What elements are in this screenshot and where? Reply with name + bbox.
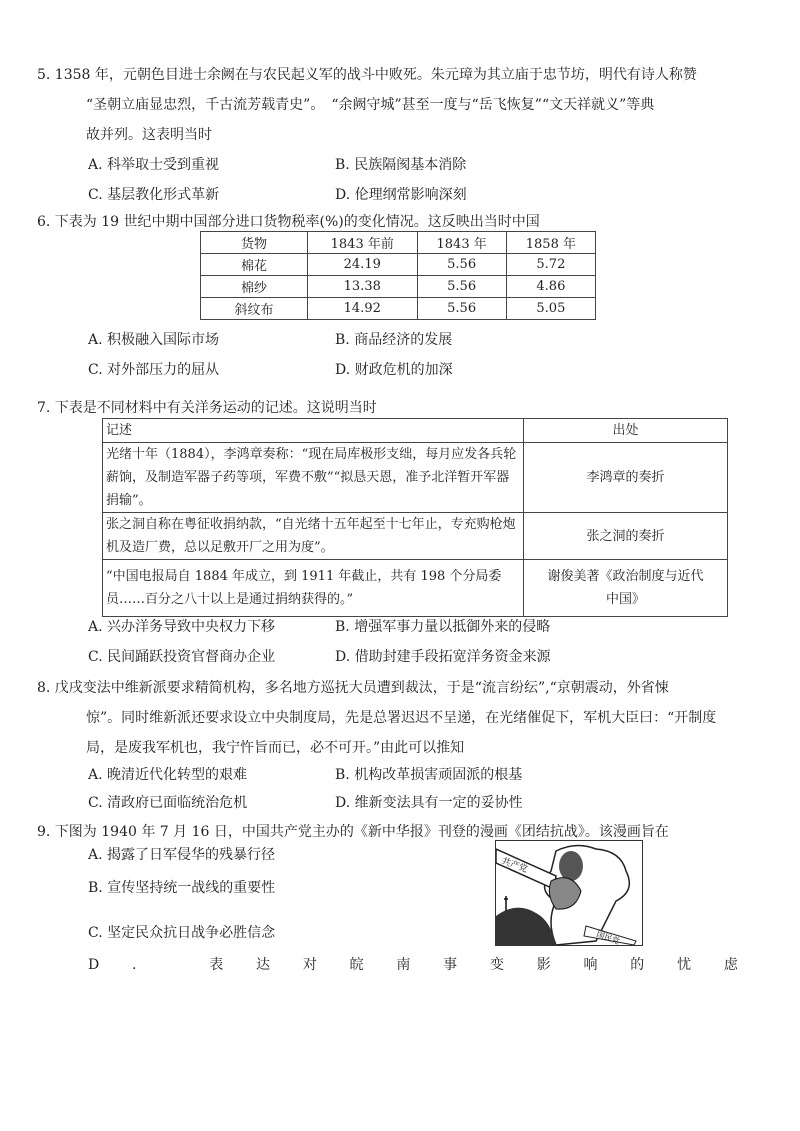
option-d-char: 影	[536, 957, 551, 973]
table-header: 出处	[524, 419, 728, 443]
cartoon-label-cpc: 共产党	[499, 856, 529, 876]
table-header: 1858 年	[506, 232, 595, 254]
table-row	[103, 513, 728, 560]
table-cell: 14.92	[308, 298, 418, 320]
q5-option-c: C. 基层教化形式革新	[88, 187, 220, 203]
option-d-char: 对	[302, 957, 317, 973]
q7-option-a: A. 兴办洋务导致中央权力下移	[88, 619, 276, 635]
q7-stem: 7. 下表是不同材料中有关洋务运动的记述。这说明当时	[37, 400, 377, 416]
q9-option-a: A. 揭露了日军侵华的残暴行径	[88, 847, 276, 863]
q5-stem-line-1: 5. 1358 年，元朝色目进士余阙在与农民起义军的战斗中败死。朱元璋为其立庙于忠节坊，明代有诗人称赞	[37, 67, 697, 83]
table-cell: 棉花	[201, 254, 308, 276]
q8-stem-line-1: 8. 戊戌变法中维新派要求精简机构，多名地方巡抚大员遭到裁汰，于是“流言纷纭”,“京朝震动，外省悚	[37, 680, 669, 696]
table-header: 1843 年前	[308, 232, 418, 254]
option-d-char: D	[88, 957, 100, 973]
option-d-char: 皖	[349, 957, 364, 973]
table-cell: 光绪十年（1884），李鸿章奏称：“现在局库极形支绌，每月应发各兵轮薪饷，及制造军器子药等项，军费不敷”“拟恳天恩，准予北洋暂开军器捐输”。	[103, 443, 524, 513]
q6-tariff-table	[200, 231, 596, 320]
q6-option-d: D. 财政危机的加深	[335, 362, 453, 378]
q6-option-b: B. 商品经济的发展	[335, 332, 453, 348]
q5-option-b: B. 民族隔阂基本消除	[335, 157, 467, 173]
table-cell: 5.72	[506, 254, 595, 276]
option-d-char: 的	[630, 957, 645, 973]
table-cell: 张之洞自称在粤征收捐纳款，“自光绪十五年起至十七年止，专充购枪炮机及造厂费，总以足敷开厂之用为度”。	[103, 513, 524, 560]
q7-records-table	[102, 418, 728, 617]
table-row	[201, 298, 596, 320]
q7-option-d: D. 借助封建手段拓宽洋务资金来源	[335, 649, 551, 665]
table-header: 记述	[103, 419, 524, 443]
table-cell: 棉纱	[201, 276, 308, 298]
q8-option-c: C. 清政府已面临统治危机	[88, 795, 248, 811]
table-cell: 李鸿章的奏折	[524, 443, 728, 513]
q5-option-d: D. 伦理纲常影响深刻	[335, 187, 467, 203]
table-cell: 5.56	[417, 276, 506, 298]
table-cell: 5.56	[417, 254, 506, 276]
table-header: 1843 年	[417, 232, 506, 254]
table-cell: 5.56	[417, 298, 506, 320]
table-row	[103, 443, 728, 513]
q8-option-d: D. 维新变法具有一定的妥协性	[335, 795, 523, 811]
q7-option-c: C. 民间踊跃投资官督商办企业	[88, 649, 276, 665]
q6-stem: 6. 下表为 19 世纪中期中国部分进口货物税率(%)的变化情况。这反映出当时中国	[37, 214, 540, 230]
table-header-row	[201, 232, 596, 254]
option-d-char: 虑	[723, 957, 738, 973]
option-d-char: 事	[443, 957, 458, 973]
q8-option-b: B. 机构改革损害顽固派的根基	[335, 767, 523, 783]
q6-option-c: C. 对外部压力的屈从	[88, 362, 220, 378]
option-d-char: 变	[489, 957, 504, 973]
q5-stem-line-2: “圣朝立庙显忠烈，千古流芳载青史”。 “余阙守城”甚至一度与“岳飞恢复”“文天祥就义”等典	[86, 97, 655, 113]
table-cell: 张之洞的奏折	[524, 513, 728, 560]
q8-stem-line-2: 惊”。同时维新派还要求设立中央制度局，先是总署迟迟不呈递，在光绪催促下，军机大臣曰：“开制度	[86, 710, 717, 726]
q9-option-b: B. 宣传坚持统一战线的重要性	[88, 880, 276, 896]
table-cell: 4.86	[506, 276, 595, 298]
table-row	[201, 276, 596, 298]
option-d-char: 表	[209, 957, 224, 973]
cartoon-image-unity-resistance	[495, 840, 643, 946]
q9-option-c: C. 坚定民众抗日战争必胜信念	[88, 925, 276, 941]
table-cell: 13.38	[308, 276, 418, 298]
q6-option-a: A. 积极融入国际市场	[88, 332, 220, 348]
q5-option-a: A. 科举取士受到重视	[88, 157, 220, 173]
q9-stem: 9. 下图为 1940 年 7 月 16 日，中国共产党主办的《新中华报》刊登的漫画《团结抗战》。该漫画旨在	[37, 824, 669, 840]
table-header-row	[103, 419, 728, 443]
option-d-char: 忧	[677, 957, 692, 973]
table-row	[103, 560, 728, 617]
table-cell: 斜纹布	[201, 298, 308, 320]
option-d-char: 达	[256, 957, 271, 973]
table-header: 货物	[201, 232, 308, 254]
q7-option-b: B. 增强军事力量以抵御外来的侵略	[335, 619, 551, 635]
table-cell: 24.19	[308, 254, 418, 276]
table-cell: 5.05	[506, 298, 595, 320]
q5-stem-line-3: 故并列。这表明当时	[86, 127, 212, 143]
option-d-char: 响	[583, 957, 598, 973]
cartoon-drawing	[496, 841, 642, 945]
q8-option-a: A. 晚清近代化转型的艰难	[88, 767, 248, 783]
table-row	[201, 254, 596, 276]
q8-stem-line-3: 局，是废我军机也，我宁忤旨而已，必不可开。”由此可以推知	[86, 740, 465, 756]
option-d-char: .	[132, 957, 137, 973]
table-cell: 谢俊美著《政治制度与近代中国》	[524, 560, 728, 617]
cartoon-label-kmt: 国民党	[595, 929, 621, 945]
table-cell: “中国电报局自 1884 年成立，到 1911 年截止，共有 198 个分局委员……百分之八十以上是通过捐纳获得的。”	[103, 560, 524, 617]
q9-option-d	[88, 956, 738, 974]
option-d-char: 南	[396, 957, 411, 973]
